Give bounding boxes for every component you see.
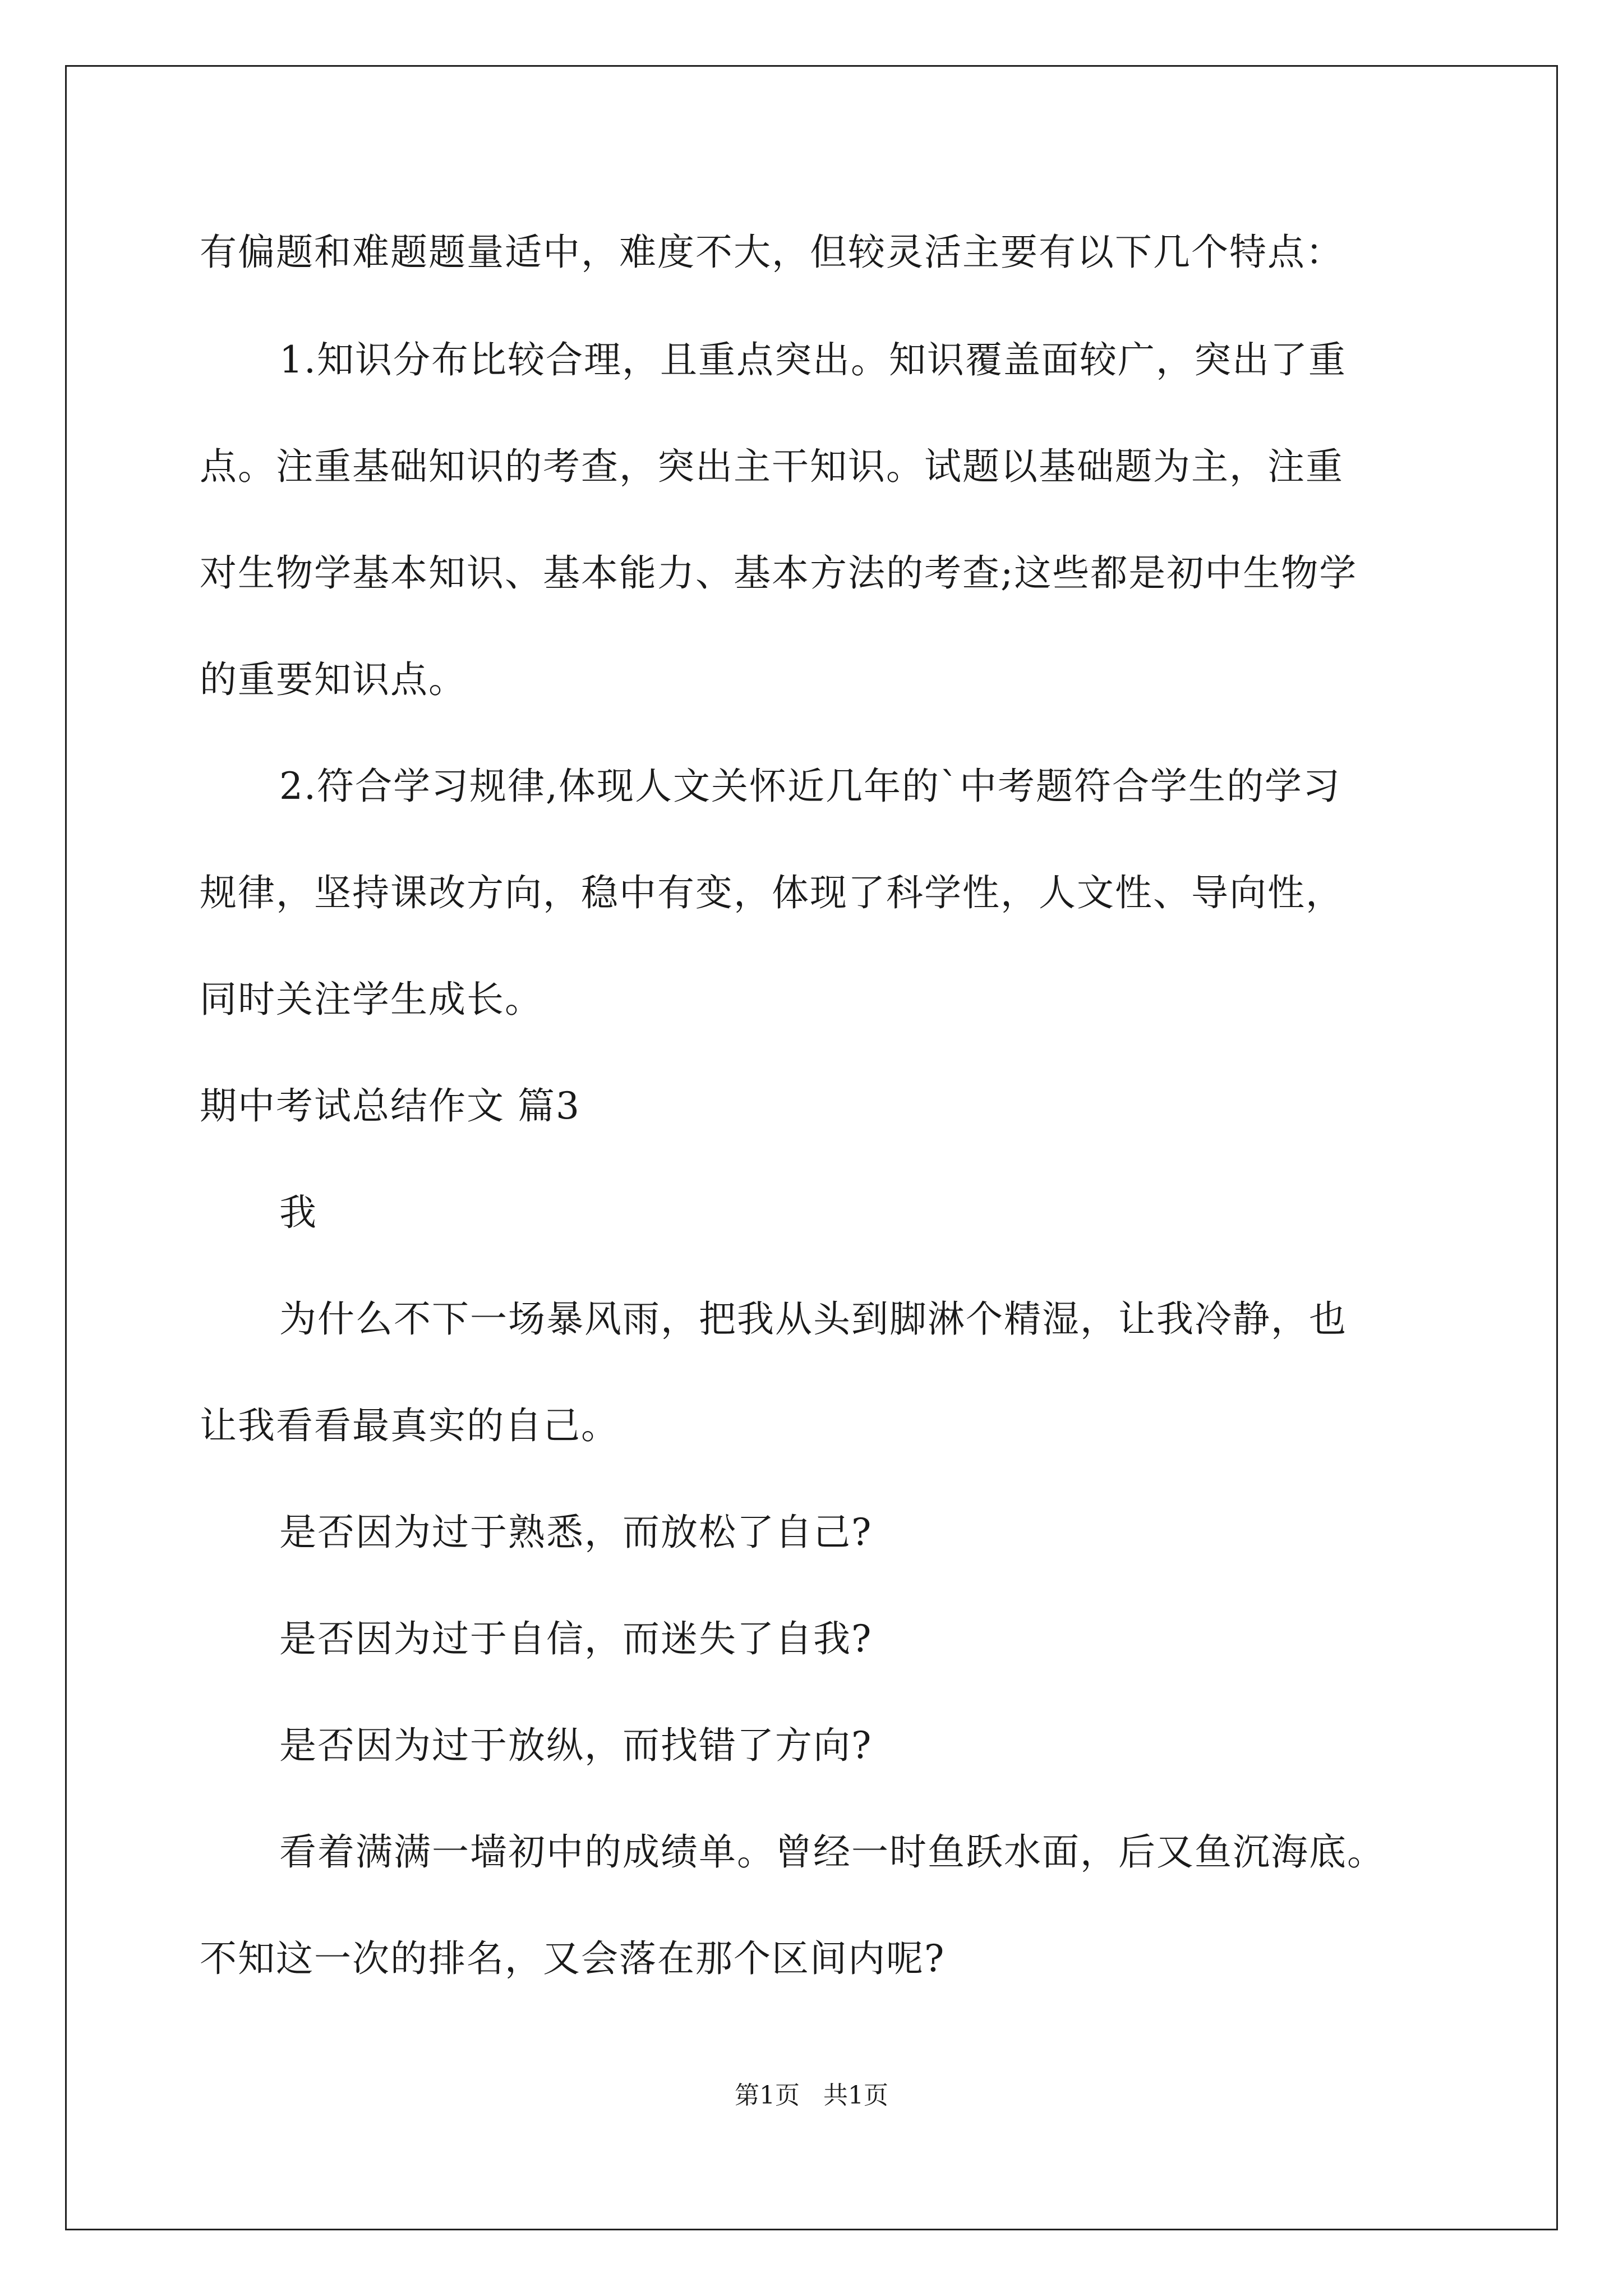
paragraph-line-6: 2.符合学习规律,体现人文关怀近几年的`中考题符合学生的学习 — [279, 765, 1341, 808]
page-total: 共1页 — [823, 2081, 888, 2110]
page-footer — [0, 2079, 1623, 2113]
section-heading: 期中考试总结作文 篇3 — [200, 1084, 580, 1128]
paragraph-line-12: 是否因为过于自信，而迷失了自我? — [279, 1617, 873, 1660]
paragraph-line-13: 是否因为过于放纵，而找错了方向? — [279, 1724, 873, 1767]
paragraph-line-7: 规律，坚持课改方向，稳中有变，体现了科学性，人文性、导向性， — [200, 871, 1344, 914]
paragraph-line-10: 让我看看最真实的自己。 — [200, 1404, 619, 1447]
page-number: 第1页 — [735, 2081, 800, 2110]
paragraph-line-1: 有偏题和难题题量适中，难度不大，但较灵活主要有以下几个特点： — [200, 231, 1344, 274]
paragraph-line-2: 1.知识分布比较合理，且重点突出。知识覆盖面较广，突出了重 — [279, 338, 1347, 381]
paragraph-line-14: 看着满满一墙初中的成绩单。曾经一时鱼跃水面，后又鱼沉海底。 — [279, 1830, 1385, 1874]
paragraph-line-4: 对生物学基本知识、基本能力、基本方法的考查;这些都是初中生物学 — [200, 551, 1358, 595]
paragraph-line-15: 不知这一次的排名，又会落在那个区间内呢? — [200, 1937, 946, 1980]
paragraph-line-9: 为什么不下一场暴风雨，把我从头到脚淋个精湿，让我冷静，也 — [279, 1297, 1347, 1341]
essay-title: 我 — [279, 1191, 317, 1234]
page-border — [65, 65, 1558, 2230]
paragraph-line-11: 是否因为过于熟悉，而放松了自己? — [279, 1511, 873, 1554]
paragraph-line-8: 同时关注学生成长。 — [200, 978, 543, 1021]
paragraph-line-5: 的重要知识点。 — [200, 658, 467, 701]
paragraph-line-3: 点。注重基础知识的考查，突出主干知识。试题以基础题为主，注重 — [200, 445, 1344, 488]
